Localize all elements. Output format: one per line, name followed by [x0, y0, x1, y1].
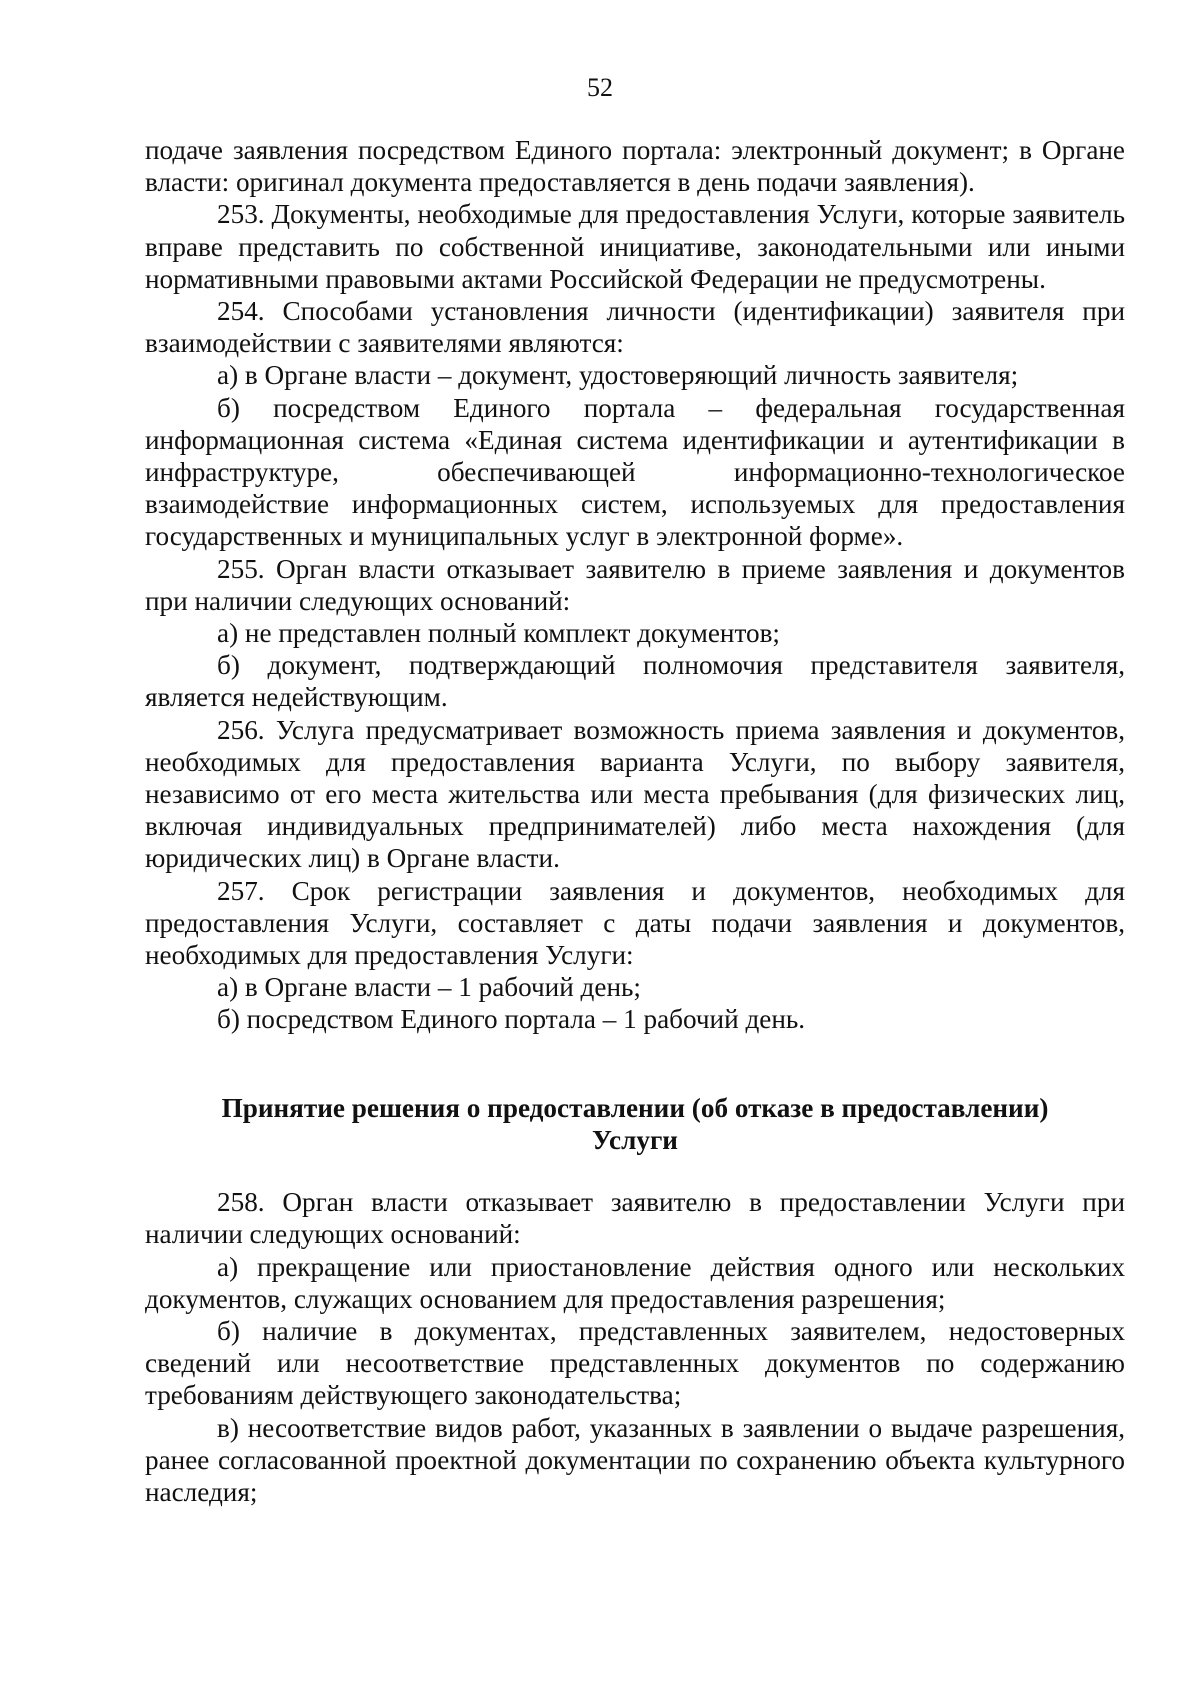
- paragraph-253: 253. Документы, необходимые для предоставления Услуги, которые заявитель вправе представить по собственной инициативе, законодательными или иными нормативными правовыми актами Российской Федерации не предусмотрены.: [145, 199, 1125, 294]
- paragraph-258-b: б) наличие в документах, представленных заявителем, недостоверных сведений или несоответствие представленных документов по содержанию требованиям действующего законодательства;: [145, 1315, 1125, 1411]
- paragraph-258-a: а) прекращение или приостановление действия одного или нескольких документов, служащих основанием для предоставления разрешения;: [145, 1251, 1125, 1314]
- paragraph-254-a: а) в Органе власти – документ, удостоверяющий личность заявителя;: [217, 360, 1019, 391]
- paragraph-255: 255. Орган власти отказывает заявителю в приеме заявления и документов при наличии следующих оснований:: [145, 553, 1125, 616]
- paragraph-258-v: в) несоответствие видов работ, указанных в заявлении о выдаче разрешения, ранее согласованной проектной документации по сохранению объекта культурного наследия;: [145, 1412, 1125, 1507]
- paragraph-continuation: подаче заявления посредством Единого портала: электронный документ; в Органе власти: оригинал документа предоставляется в день подачи заявления).: [145, 135, 1125, 198]
- paragraph-257-a: а) в Органе власти – 1 рабочий день;: [217, 972, 641, 1003]
- paragraph-257: 257. Срок регистрации заявления и документов, необходимых для предоставления Услуги, составляет с даты подачи заявления и документов, необходимых для предоставления Услуги:: [145, 875, 1125, 971]
- paragraph-254: 254. Способами установления личности (идентификации) заявителя при взаимодействии с заявителями являются:: [145, 296, 1125, 359]
- page-number: 52: [587, 73, 613, 102]
- section-heading: Принятие решения о предоставлении (об отказе в предоставлении) Услуги: [221, 1092, 1049, 1155]
- document-body: [145, 134, 1125, 1508]
- paragraph-255-a: а) не представлен полный комплект документов;: [217, 618, 780, 649]
- paragraph-258: 258. Орган власти отказывает заявителю в предоставлении Услуги при наличии следующих оснований:: [145, 1187, 1125, 1250]
- paragraph-257-b: б) посредством Единого портала – 1 рабочий день.: [217, 1004, 806, 1035]
- paragraph-254-b: б) посредством Единого портала – федеральная государственная информационная система «Единая система идентификации и аутентификации в инфраструктуре, обеспечивающей информационно-технологическое взаимодействие информационных систем, используемых для предоставления государственных и муниципальных услуг в электронной форме».: [145, 392, 1125, 552]
- paragraph-255-b: б) документ, подтверждающий полномочия представителя заявителя, является недействующим.: [145, 650, 1125, 713]
- paragraph-256: 256. Услуга предусматривает возможность приема заявления и документов, необходимых для предоставления варианта Услуги, по выбору заявителя, независимо от его места жительства или места пребывания (для физических лиц, включая индивидуальных предпринимателей) либо места нахождения (для юридических лиц) в Органе власти.: [145, 714, 1125, 874]
